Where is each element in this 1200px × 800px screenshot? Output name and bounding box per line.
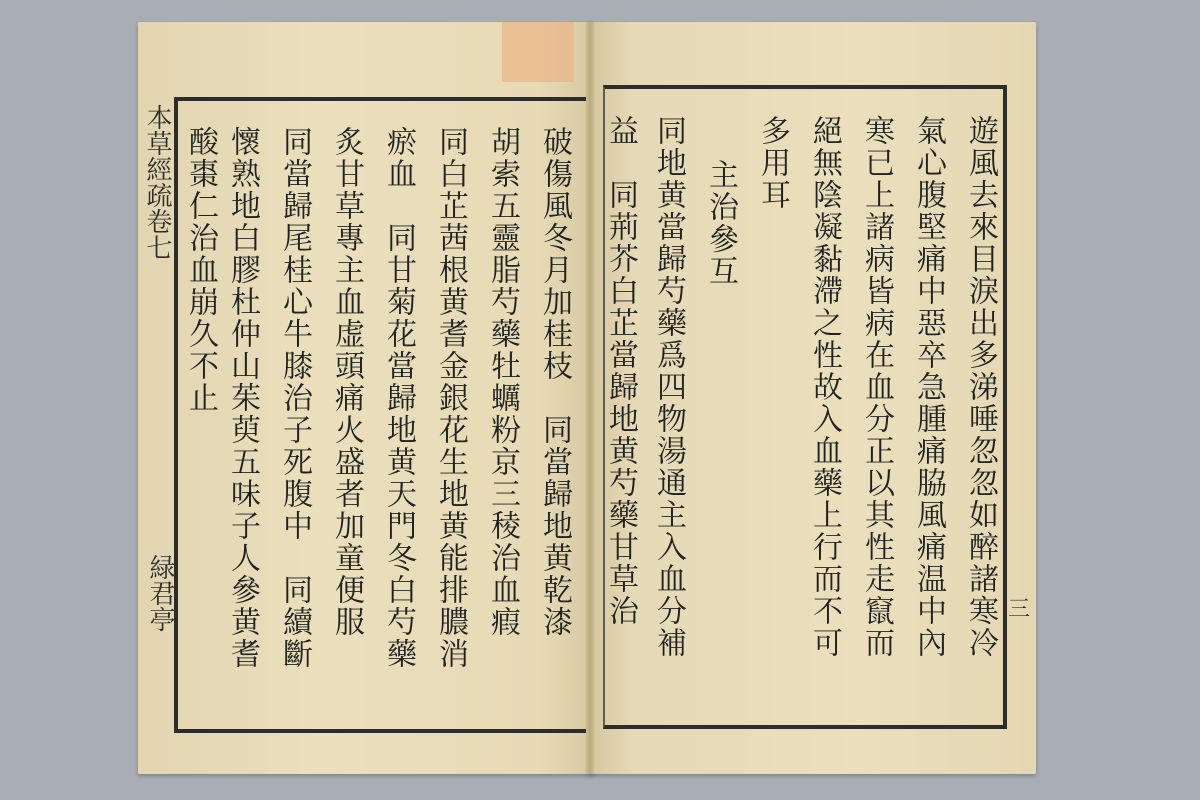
left-page [138, 22, 594, 774]
text-column: 寒已上諸病皆病在血分正以其性走竄而 [859, 115, 894, 659]
text-column: 瘀血 同甘菊花當歸地黄天門冬白芍藥 [381, 126, 416, 670]
text-column: 炙甘草專主血虚頭痛火盛者加童便服 [329, 126, 364, 638]
margin-publisher: 緑君亭 [145, 554, 175, 632]
margin-title: 本草經疏卷七 [142, 104, 172, 260]
text-column: 懷熟地白膠杜仲山茱萸五味子人參黄耆 [225, 126, 260, 670]
text-column: 絕無陰凝黏滯之性故入血藥上行而不可 [807, 115, 842, 659]
page-number: 三 [1008, 597, 1031, 622]
text-column: 同白芷茜根黄耆金銀花生地黄能排膿消 [433, 126, 468, 670]
text-column: 同當歸尾桂心牛膝治子死腹中 同續斷 [277, 126, 312, 670]
text-column: 胡索五靈脂芍藥牡蠣粉京三稜治血瘕 [485, 126, 520, 638]
text-column: 主治參互 [703, 159, 738, 287]
text-column: 遊風去來目淚出多涕唾忽忽如醉諸寒冷 [963, 115, 998, 659]
right-page [588, 22, 1036, 774]
text-column: 破傷風冬月加桂枝 同當歸地黄乾漆 [537, 126, 572, 638]
book-gutter [586, 22, 594, 774]
text-column: 酸棗仁治血崩久不止 [183, 126, 218, 414]
open-book [138, 22, 1038, 780]
text-column: 氣心腹堅痛中惡卒急腫痛脇風痛温中內 [911, 115, 946, 659]
text-column: 多用耳 [755, 115, 790, 211]
page-tab [502, 22, 574, 82]
text-column: 同地黄當歸芍藥爲四物湯通主入血分補 [651, 115, 686, 659]
text-column: 益 同荊芥白芷當歸地黄芍藥甘草治 [603, 115, 638, 627]
